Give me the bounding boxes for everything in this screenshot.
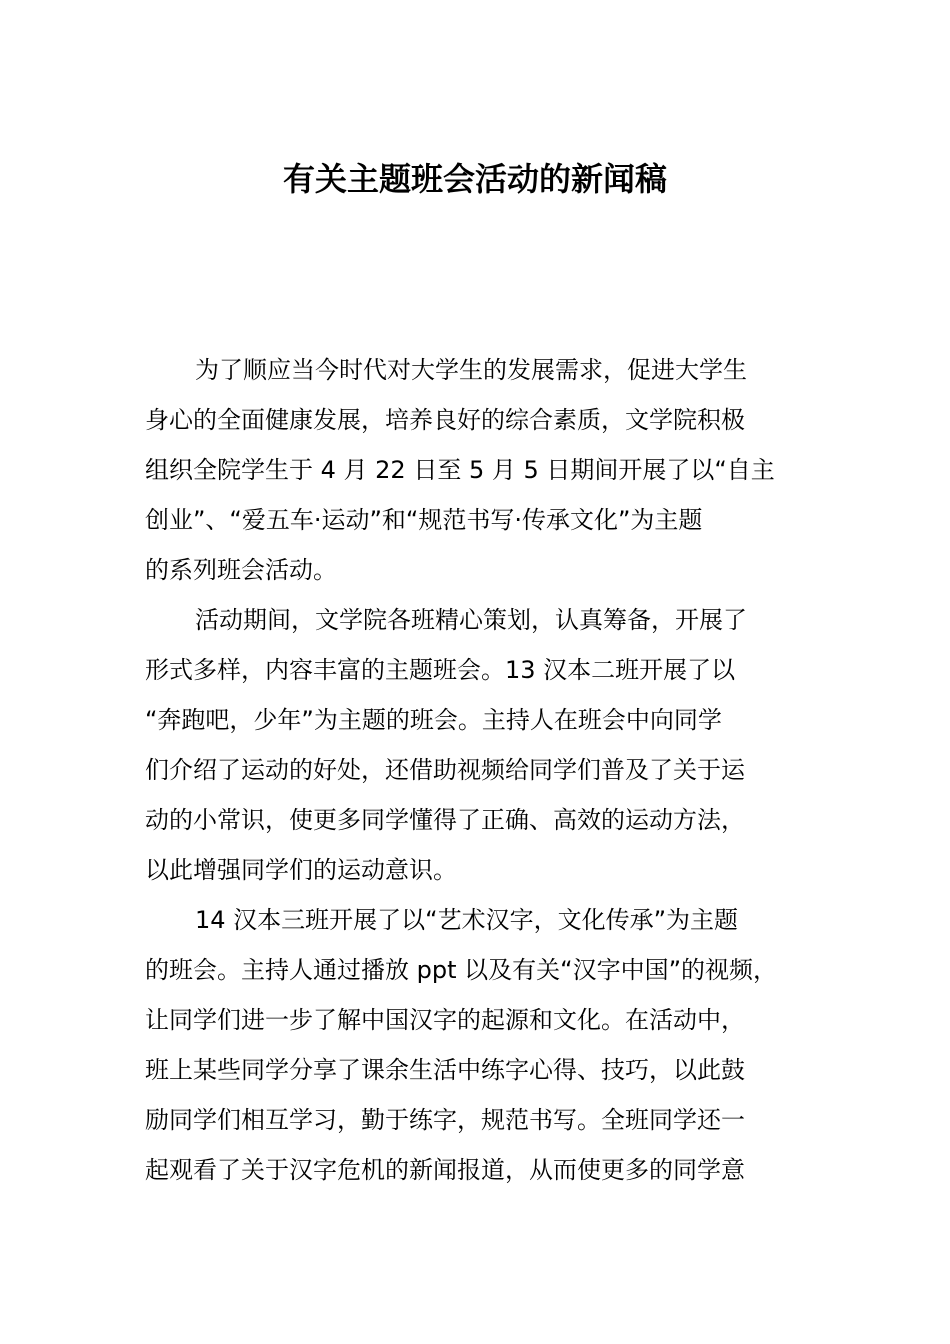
paragraph-1 <box>145 345 835 595</box>
text-line: 的班会。主持人通过播放 ppt 以及有关“汉字中国”的视频， <box>145 956 778 984</box>
paragraph-3 <box>145 895 835 1195</box>
text-line: 起观看了关于汉字危机的新闻报道，从而使更多的同学意 <box>145 1156 745 1184</box>
text-line: 形式多样，内容丰富的主题班会。13 汉本二班开展了以 <box>145 656 736 684</box>
text-line: 的系列班会活动。 <box>145 556 337 584</box>
document-body <box>145 345 835 1195</box>
text-line: 让同学们进一步了解中国汉字的起源和文化。在活动中， <box>145 1006 745 1034</box>
text-line: 励同学们相互学习，勤于练字，规范书写。全班同学还一 <box>145 1106 745 1134</box>
text-line: 班上某些同学分享了课余生活中练字心得、技巧，以此鼓 <box>145 1056 745 1084</box>
document-title: 有关主题班会活动的新闻稿 <box>282 160 667 198</box>
text-line: 活动期间，文学院各班精心策划，认真筹备，开展了 <box>195 606 747 634</box>
text-line: “奔跑吧，少年”为主题的班会。主持人在班会中向同学 <box>145 706 722 734</box>
text-line: 组织全院学生于 4 月 22 日至 5 月 5 日期间开展了以“自主 <box>145 456 775 484</box>
text-line: 为了顺应当今时代对大学生的发展需求，促进大学生 <box>195 356 747 384</box>
text-line: 14 汉本三班开展了以“艺术汉字，文化传承”为主题 <box>195 906 739 934</box>
paragraph-2 <box>145 595 835 895</box>
text-line: 动的小常识，使更多同学懂得了正确、高效的运动方法， <box>145 806 745 834</box>
text-line: 以此增强同学们的运动意识。 <box>145 856 457 884</box>
text-line: 身心的全面健康发展，培养良好的综合素质，文学院积极 <box>145 406 745 434</box>
text-line: 创业”、“爱五车·运动”和“规范书写·传承文化”为主题 <box>145 506 703 534</box>
text-line: 们介绍了运动的好处，还借助视频给同学们普及了关于运 <box>145 756 745 784</box>
